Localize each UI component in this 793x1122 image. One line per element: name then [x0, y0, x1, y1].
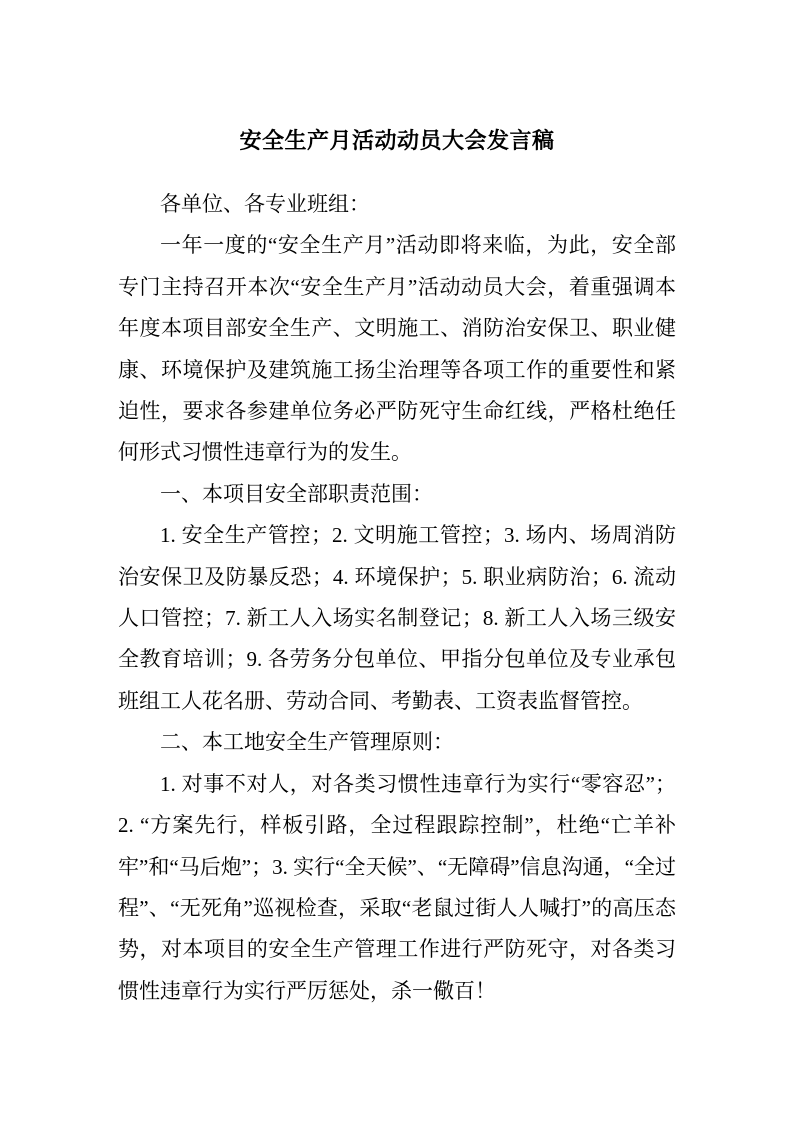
paragraph-section-2-items: 1. 对事不对人，对各类习惯性违章行为实行“零容忍”；2. “方案先行，样板引路，全过程跟踪控制”，杜绝“亡羊补牢”和“马后炮”；3. 实行“全天候”、“无障碍”信息沟通，“全过程”、“无死角”巡视检查，采取“老鼠过街人人喊打”的高压态势，对本项目的安全生产管理工作进行严防死守，对各类习惯性违章行为实行严厉惩处，杀一儆百！	[118, 771, 676, 1003]
paragraph-salutation: 各单位、各专业班组：	[160, 192, 370, 216]
document-title: 安全生产月活动动员大会发言稿	[239, 128, 555, 153]
heading-section-1: 一、本项目安全部职责范围：	[160, 481, 433, 506]
paragraph-section-1-items: 1. 安全生产管控；2. 文明施工管控；3. 场内、场周消防治安保卫及防暴反恐；4. 环境保护；5. 职业病防治；6. 流动人口管控；7. 新工人入场实名制登记；8. 新工人入场三级安全教育培训；9. 各劳务分包单位、甲指分包单位及专业承包班组工人花名册、劳动合同、考勤表、工资表监督管控。	[118, 523, 676, 713]
heading-section-2: 二、本工地安全生产管理原则：	[160, 730, 454, 755]
paragraph-intro: 一年一度的“安全生产月”活动即将来临，为此，安全部专门主持召开本次“安全生产月”活动动员大会，着重强调本年度本项目部安全生产、文明施工、消防治安保卫、职业健康、环境保护及建筑施工扬尘治理等各项工作的重要性和紧迫性，要求各参建单位务必严防死守生命红线，严格杜绝任何形式习惯性违章行为的发生。	[118, 233, 676, 465]
